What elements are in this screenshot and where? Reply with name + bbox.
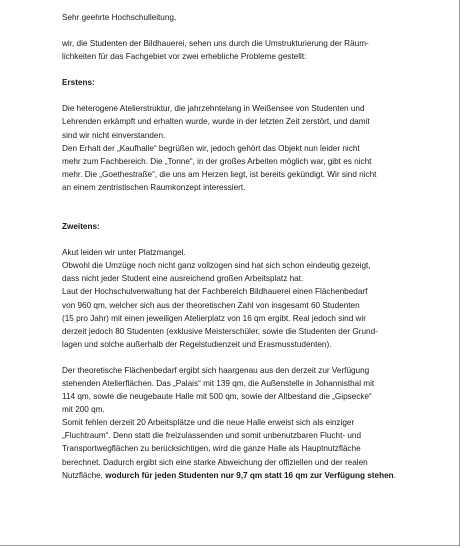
text-line: mit 200 qm. [62, 405, 105, 415]
text-line: derzeit jedoch 80 Studenten (exklusive Meisterschüler, sowie die Studenten der Grund- [62, 326, 378, 336]
text-line: (15 pro Jahr) mit einen jeweiligen Atelierplatz von 16 qm ergibt. Real jedoch sind wir [62, 313, 367, 323]
text-line: an einem zentristischen Raumkonzept interessiert. [62, 182, 246, 192]
intro-line: lichkeiten für das Fachgebiet vor zwei erhebliche Probleme gestellt: [62, 52, 307, 62]
text-line: mehr zum Fachbereich. Die „Tonne“, in der großes Arbeiten möglich war, gibt es nicht [62, 156, 372, 166]
text-line: sind wir nicht einverstanden. [62, 130, 166, 140]
text-line: dass nicht jeder Student eine ausreichend großen Arbeitsplatz hat. [62, 274, 304, 284]
text-line: Akut leiden wir unter Platzmangel. [62, 248, 186, 258]
text-line: Den Erhalt der „Kaufhalle“ begrüßen wir, jedoch gehört das Objekt nun leider nicht [62, 143, 360, 153]
final-line-bold: wodurch für jeden Studenten nur 9,7 qm statt 16 qm zur Verfügung stehen [105, 470, 394, 480]
final-line [62, 469, 454, 482]
final-line-normal: Nutzfläche, [62, 470, 106, 480]
text-line: von 960 qm, welcher sich aus der theoretischen Zahl von insgesamt 60 Studenten [62, 300, 360, 310]
text-line: stehenden Atelierflächen. Das „Palais“ mit 139 qm, die Außenstelle in Johannisthal mit [62, 378, 375, 388]
text-line: Lehrenden erkämpft und erhalten wurde, wurde in der letzten Zeit zerstört, und damit [62, 117, 370, 127]
text-line: lagen und solche außerhalb der Regelstudienzeit und Erasmusstudenten). [62, 339, 332, 349]
intro-line: wir, die Studenten der Bildhauerei, sehen uns durch die Umstrukturierung der Räum- [62, 39, 369, 49]
text-line: Laut der Hochschulverwaltung hat der Fachbereich Bildhauerei einen Flächenbedarf [62, 287, 368, 297]
text-line: mehr. Die „Goethestraße“, die uns am Herzen liegt, ist bereits gekündigt. Wir sind nicht [62, 169, 377, 179]
text-line: 114 qm, sowie die neugebaute Halle mit 500 qm, sowie der Altbestand die „Gipsecke“ [62, 392, 372, 402]
text-line: Obwohl die Umzüge noch nicht ganz vollzogen sind hat sich schon eindeutig gezeigt, [62, 261, 371, 271]
section-heading-zweitens: Zweitens: [62, 222, 100, 232]
text-line: Der theoretische Flächenbedarf ergibt sich haargenau aus den derzeit zur Verfügung [62, 365, 370, 375]
section-heading-erstens: Erstens: [62, 78, 95, 88]
text-line: Transportwegflächen zu berücksichtigen, wird die ganze Halle als Hauptnutzfläche [62, 444, 361, 454]
text-line: berechnet. Dadurch ergibt sich eine starke Abweichung der offiziellen und der realen [62, 457, 368, 467]
final-line-end: . [393, 470, 396, 480]
text-line: Somit fehlen derzeit 20 Arbeitsplätze und die neue Halle erweist sich als einziger [62, 418, 355, 428]
letter-body [62, 11, 454, 482]
salutation: Sehr geehrte Hochschulleitung, [62, 13, 177, 22]
text-line: Die heterogene Atelierstruktur, die jahrzehntelang in Weißensee von Studenten und [62, 104, 365, 114]
text-line: „Fluchtraum“. Denn statt die freizulassenden und somit unbenutzbaren Flucht- und [62, 431, 362, 441]
